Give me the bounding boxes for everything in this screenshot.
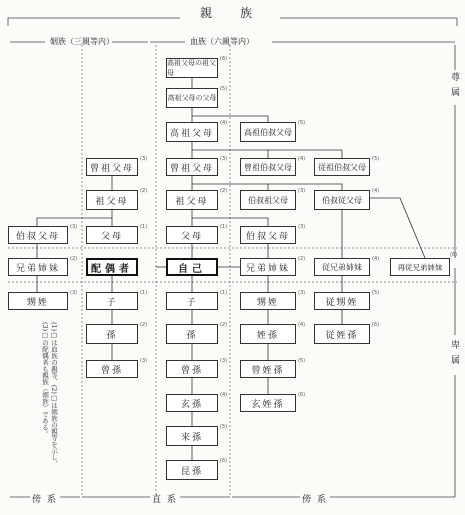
box-great-grandaunt-line: 高祖伯叔父母 (240, 122, 296, 142)
degree-marker: (4) (298, 322, 306, 328)
box-great-great-grandnephew: 玄姪孫 (240, 394, 296, 412)
box-spouse-uncle-aunt: 伯叔父母 (8, 226, 68, 244)
right-collateral-label: 傍系 (302, 495, 333, 505)
degree-marker: (1) (220, 224, 228, 230)
box-great-great-grandparents: 高祖父母 (166, 122, 218, 142)
box-second-cousins: 再従兄弟姉妹 (390, 258, 450, 276)
box-great-great-grandchild: 玄孫 (166, 394, 218, 412)
box-nephew: 甥姪 (240, 292, 296, 310)
descendant-label: 卑属 (449, 340, 459, 370)
left-collateral-label: 傍系 (32, 495, 63, 505)
box-great-grand-uncle: 曾祖伯叔父母 (240, 158, 296, 176)
box-child: 子 (166, 292, 218, 310)
degree-marker: (6) (450, 252, 458, 258)
box-great-grandchild: 曾孫 (166, 360, 218, 378)
degree-marker: (4) (298, 156, 306, 162)
box-spouse-nephew: 甥姪 (8, 292, 68, 310)
box-spouse-parents: 父母 (86, 226, 138, 244)
degree-marker: (3) (140, 156, 148, 162)
degree-marker: (2) (140, 322, 148, 328)
degree-marker: (1) (140, 224, 148, 230)
degree-marker: (5) (220, 424, 228, 430)
degree-marker: (5) (298, 358, 306, 364)
box-grand-uncle: 伯叔祖父母 (240, 190, 296, 210)
degree-marker: (2) (220, 188, 228, 194)
box-grandchild: 孫 (166, 324, 218, 344)
box-great-grandnephew: 曾姪孫 (240, 360, 296, 378)
box-parents: 父母 (166, 226, 218, 244)
degree-marker: (3) (70, 224, 78, 230)
box-stepgrandchild: 孫 (86, 324, 138, 344)
degree-marker: (6) (298, 392, 306, 398)
degree-marker: (5) (372, 156, 380, 162)
degree-marker: (3) (140, 358, 148, 364)
box-cousins: 従兄弟姉妹 (314, 258, 370, 276)
box-grandparents: 祖父母 (166, 190, 218, 210)
legend-note: (1)□は血族の親等、(2)□は姻族の親等を示し、(3)□の配偶者も親族（姻族）である。 (41, 322, 58, 467)
box-spouse-great-grandparents: 曾祖父母 (86, 158, 138, 176)
box-great-grandparents: 曾祖父母 (166, 158, 218, 176)
page-title: 親 族 (200, 6, 261, 20)
box-parents-cousin: 伯叔従父母 (314, 190, 370, 210)
degree-marker: (2) (220, 322, 228, 328)
degree-marker: (4) (372, 256, 380, 262)
box-cousins-child: 従甥姪 (314, 292, 370, 310)
blood-heading: 血族（六親等内） (190, 37, 254, 46)
degree-marker: (6) (372, 322, 380, 328)
degree-marker: (4) (220, 120, 228, 126)
box-siblings: 兄弟姉妹 (240, 258, 296, 276)
degree-marker: (3) (298, 224, 306, 230)
box-spouse: 配偶者 (86, 258, 138, 276)
degree-marker: (5) (298, 120, 306, 126)
degree-marker: (5) (220, 86, 228, 92)
box-great-great-grandparents-parents: 高祖父母の父母 (166, 88, 218, 108)
degree-marker: (4) (372, 188, 380, 194)
ascendant-label: 尊属 (449, 72, 459, 102)
affinity-heading: 姻族（三親等内） (50, 37, 114, 46)
degree-marker: (2) (298, 256, 306, 262)
degree-marker: (6) (220, 56, 228, 62)
box-spouse-grandparents: 祖父母 (86, 190, 138, 210)
degree-marker: (3) (70, 290, 78, 296)
degree-marker: (1) (220, 290, 228, 296)
degree-marker: (3) (298, 290, 306, 296)
degree-marker: (1) (140, 290, 148, 296)
box-stepchild: 子 (86, 292, 138, 310)
box-spouse-siblings: 兄弟姉妹 (8, 258, 68, 276)
degree-marker: (6) (220, 458, 228, 464)
box-uncle-aunt: 伯叔父母 (240, 226, 296, 244)
box-great-great-great-grandparents: 高祖父母の祖父母 (167, 59, 216, 77)
box-stepgreatgrandchild: 曾孫 (86, 360, 138, 378)
box-cousin-of-great-grand: 従祖伯叔父母 (314, 158, 370, 176)
degree-marker: (3) (220, 156, 228, 162)
degree-marker: (5) (372, 290, 380, 296)
box-self: 自己 (166, 258, 218, 276)
degree-marker: (3) (220, 358, 228, 364)
degree-marker: (2) (140, 188, 148, 194)
box-descendant-5: 来孫 (166, 426, 218, 446)
degree-marker: (3) (298, 188, 306, 194)
degree-marker: (4) (220, 392, 228, 398)
box-descendant-6: 昆孫 (166, 460, 218, 480)
degree-marker: (2) (70, 256, 78, 262)
box-cousins-grandchild: 従姪孫 (314, 324, 370, 344)
box-grandnephew: 姪孫 (240, 324, 296, 344)
lineal-label: 直系 (152, 495, 183, 505)
